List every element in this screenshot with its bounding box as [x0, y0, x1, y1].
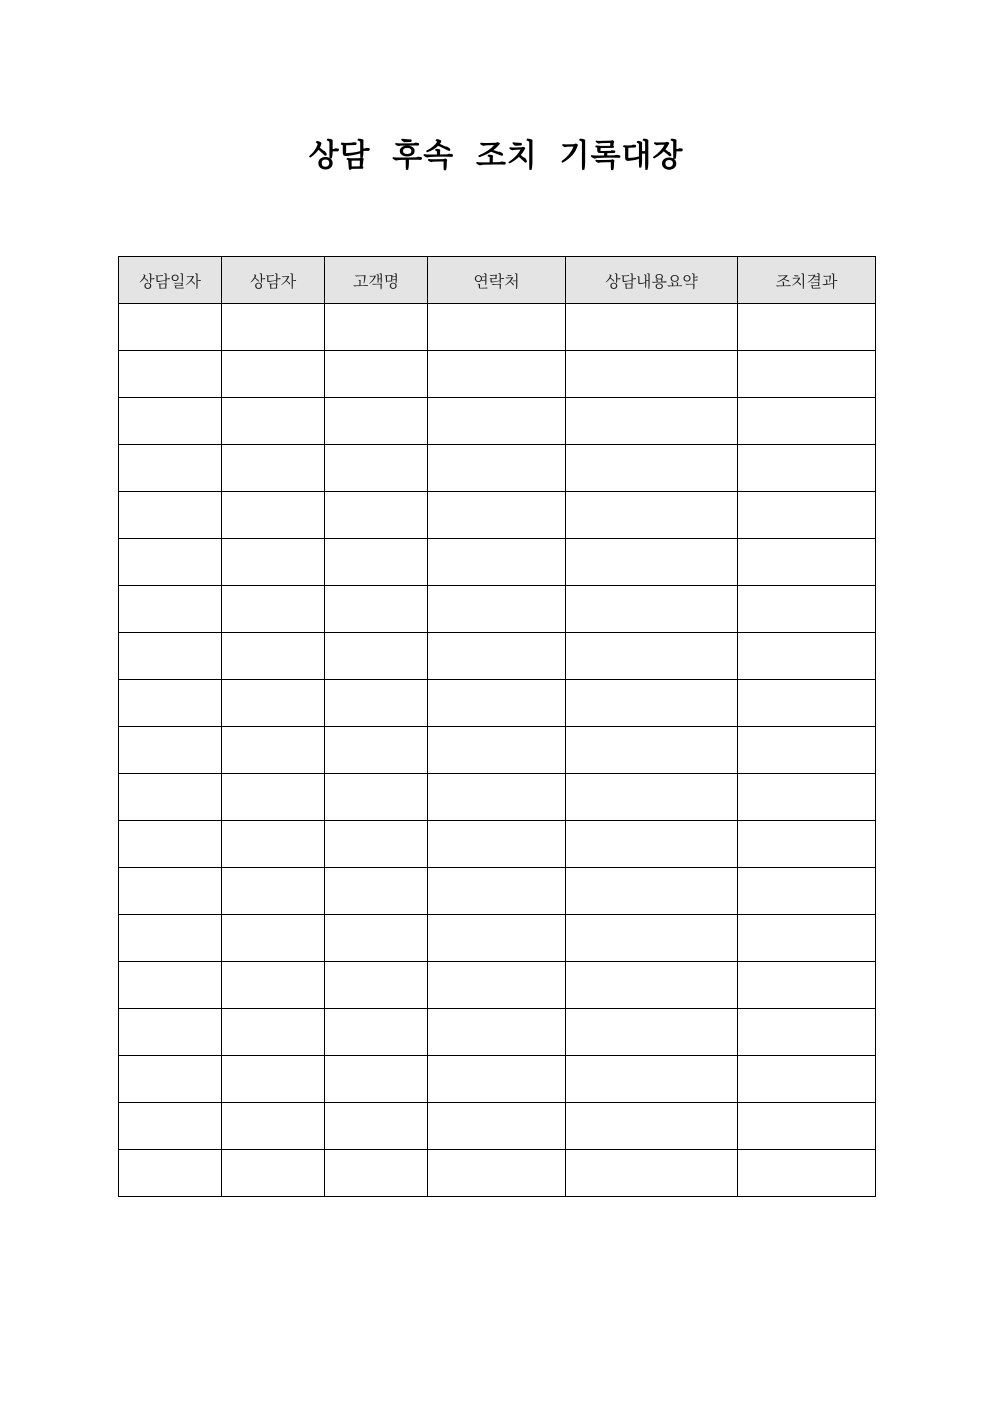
cell-contact[interactable] — [428, 868, 566, 915]
cell-action-result[interactable] — [738, 351, 876, 398]
cell-customer-name[interactable] — [325, 1056, 428, 1103]
table-row — [119, 586, 876, 633]
header-customer-name: 고객명 — [325, 257, 428, 304]
cell-consult-summary[interactable] — [566, 1056, 738, 1103]
cell-customer-name[interactable] — [325, 633, 428, 680]
cell-customer-name[interactable] — [325, 774, 428, 821]
cell-counselor[interactable] — [222, 1150, 325, 1197]
header-consult-summary: 상담내용요약 — [566, 257, 738, 304]
cell-action-result[interactable] — [738, 727, 876, 774]
cell-action-result[interactable] — [738, 1103, 876, 1150]
cell-consult-summary[interactable] — [566, 962, 738, 1009]
cell-action-result[interactable] — [738, 492, 876, 539]
cell-customer-name[interactable] — [325, 351, 428, 398]
table-row — [119, 962, 876, 1009]
cell-consult-date[interactable] — [119, 774, 222, 821]
cell-action-result[interactable] — [738, 398, 876, 445]
table-row — [119, 774, 876, 821]
cell-consult-date[interactable] — [119, 821, 222, 868]
table-row — [119, 304, 876, 351]
cell-customer-name[interactable] — [325, 445, 428, 492]
cell-counselor[interactable] — [222, 727, 325, 774]
cell-contact[interactable] — [428, 445, 566, 492]
cell-action-result[interactable] — [738, 962, 876, 1009]
table-row — [119, 1103, 876, 1150]
cell-action-result[interactable] — [738, 445, 876, 492]
cell-counselor[interactable] — [222, 774, 325, 821]
table-row — [119, 539, 876, 586]
cell-consult-summary[interactable] — [566, 915, 738, 962]
table-row — [119, 680, 876, 727]
cell-counselor[interactable] — [222, 398, 325, 445]
cell-consult-summary[interactable] — [566, 351, 738, 398]
cell-consult-summary[interactable] — [566, 539, 738, 586]
cell-customer-name[interactable] — [325, 680, 428, 727]
cell-consult-summary[interactable] — [566, 492, 738, 539]
cell-customer-name[interactable] — [325, 1009, 428, 1056]
cell-action-result[interactable] — [738, 680, 876, 727]
cell-action-result[interactable] — [738, 586, 876, 633]
cell-contact[interactable] — [428, 1056, 566, 1103]
cell-contact[interactable] — [428, 680, 566, 727]
cell-contact[interactable] — [428, 539, 566, 586]
cell-counselor[interactable] — [222, 539, 325, 586]
cell-consult-summary[interactable] — [566, 1103, 738, 1150]
table-row — [119, 821, 876, 868]
table-row — [119, 915, 876, 962]
table-row — [119, 727, 876, 774]
cell-counselor[interactable] — [222, 304, 325, 351]
cell-contact[interactable] — [428, 774, 566, 821]
cell-contact[interactable] — [428, 586, 566, 633]
cell-customer-name[interactable] — [325, 304, 428, 351]
cell-consult-summary[interactable] — [566, 1009, 738, 1056]
cell-customer-name[interactable] — [325, 492, 428, 539]
cell-counselor[interactable] — [222, 445, 325, 492]
header-contact: 연락처 — [428, 257, 566, 304]
cell-customer-name[interactable] — [325, 1150, 428, 1197]
record-table — [118, 256, 876, 1197]
cell-counselor[interactable] — [222, 586, 325, 633]
cell-consult-date[interactable] — [119, 1056, 222, 1103]
cell-consult-summary[interactable] — [566, 680, 738, 727]
cell-consult-summary[interactable] — [566, 1150, 738, 1197]
cell-customer-name[interactable] — [325, 868, 428, 915]
cell-customer-name[interactable] — [325, 539, 428, 586]
cell-customer-name[interactable] — [325, 727, 428, 774]
table-row — [119, 492, 876, 539]
cell-action-result[interactable] — [738, 1056, 876, 1103]
cell-customer-name[interactable] — [325, 586, 428, 633]
cell-consult-summary[interactable] — [566, 868, 738, 915]
cell-counselor[interactable] — [222, 868, 325, 915]
cell-counselor[interactable] — [222, 633, 325, 680]
cell-consult-date[interactable] — [119, 539, 222, 586]
cell-consult-date[interactable] — [119, 445, 222, 492]
cell-contact[interactable] — [428, 351, 566, 398]
cell-consult-summary[interactable] — [566, 445, 738, 492]
cell-contact[interactable] — [428, 304, 566, 351]
cell-customer-name[interactable] — [325, 1103, 428, 1150]
cell-consult-summary[interactable] — [566, 821, 738, 868]
cell-action-result[interactable] — [738, 1009, 876, 1056]
table-row — [119, 351, 876, 398]
cell-customer-name[interactable] — [325, 821, 428, 868]
cell-contact[interactable] — [428, 1150, 566, 1197]
cell-contact[interactable] — [428, 962, 566, 1009]
cell-contact[interactable] — [428, 1009, 566, 1056]
cell-consult-summary[interactable] — [566, 633, 738, 680]
table-row — [119, 868, 876, 915]
cell-counselor[interactable] — [222, 821, 325, 868]
cell-contact[interactable] — [428, 727, 566, 774]
cell-consult-summary[interactable] — [566, 586, 738, 633]
table-row — [119, 1056, 876, 1103]
cell-consult-date[interactable] — [119, 868, 222, 915]
cell-counselor[interactable] — [222, 351, 325, 398]
cell-contact[interactable] — [428, 633, 566, 680]
cell-contact[interactable] — [428, 1103, 566, 1150]
table-row — [119, 1009, 876, 1056]
table-row — [119, 398, 876, 445]
table-row — [119, 1150, 876, 1197]
table-row — [119, 633, 876, 680]
cell-action-result[interactable] — [738, 774, 876, 821]
cell-counselor[interactable] — [222, 915, 325, 962]
cell-action-result[interactable] — [738, 915, 876, 962]
table-row — [119, 445, 876, 492]
cell-consult-date[interactable] — [119, 727, 222, 774]
cell-consult-date[interactable] — [119, 351, 222, 398]
header-counselor: 상담자 — [222, 257, 325, 304]
cell-contact[interactable] — [428, 492, 566, 539]
cell-counselor[interactable] — [222, 962, 325, 1009]
cell-consult-summary[interactable] — [566, 398, 738, 445]
cell-customer-name[interactable] — [325, 962, 428, 1009]
cell-contact[interactable] — [428, 915, 566, 962]
cell-contact[interactable] — [428, 398, 566, 445]
cell-action-result[interactable] — [738, 1150, 876, 1197]
cell-counselor[interactable] — [222, 1009, 325, 1056]
cell-consult-summary[interactable] — [566, 774, 738, 821]
cell-consult-date[interactable] — [119, 398, 222, 445]
cell-counselor[interactable] — [222, 1056, 325, 1103]
cell-consult-date[interactable] — [119, 492, 222, 539]
header-action-result: 조치결과 — [738, 257, 876, 304]
cell-consult-summary[interactable] — [566, 304, 738, 351]
cell-consult-date[interactable] — [119, 1150, 222, 1197]
cell-customer-name[interactable] — [325, 915, 428, 962]
cell-consult-date[interactable] — [119, 1103, 222, 1150]
cell-consult-date[interactable] — [119, 586, 222, 633]
cell-action-result[interactable] — [738, 633, 876, 680]
cell-consult-date[interactable] — [119, 633, 222, 680]
cell-action-result[interactable] — [738, 539, 876, 586]
cell-consult-date[interactable] — [119, 1009, 222, 1056]
cell-consult-summary[interactable] — [566, 727, 738, 774]
cell-consult-date[interactable] — [119, 304, 222, 351]
cell-counselor[interactable] — [222, 1103, 325, 1150]
record-table-body — [119, 304, 876, 1197]
cell-action-result[interactable] — [738, 821, 876, 868]
cell-consult-date[interactable] — [119, 680, 222, 727]
cell-consult-date[interactable] — [119, 915, 222, 962]
cell-contact[interactable] — [428, 821, 566, 868]
header-row — [119, 257, 876, 304]
cell-action-result[interactable] — [738, 304, 876, 351]
cell-counselor[interactable] — [222, 492, 325, 539]
cell-counselor[interactable] — [222, 680, 325, 727]
cell-customer-name[interactable] — [325, 398, 428, 445]
cell-action-result[interactable] — [738, 868, 876, 915]
page-title: 상담 후속 조치 기록대장 — [308, 138, 684, 174]
header-consult-date: 상담일자 — [119, 257, 222, 304]
cell-consult-date[interactable] — [119, 962, 222, 1009]
